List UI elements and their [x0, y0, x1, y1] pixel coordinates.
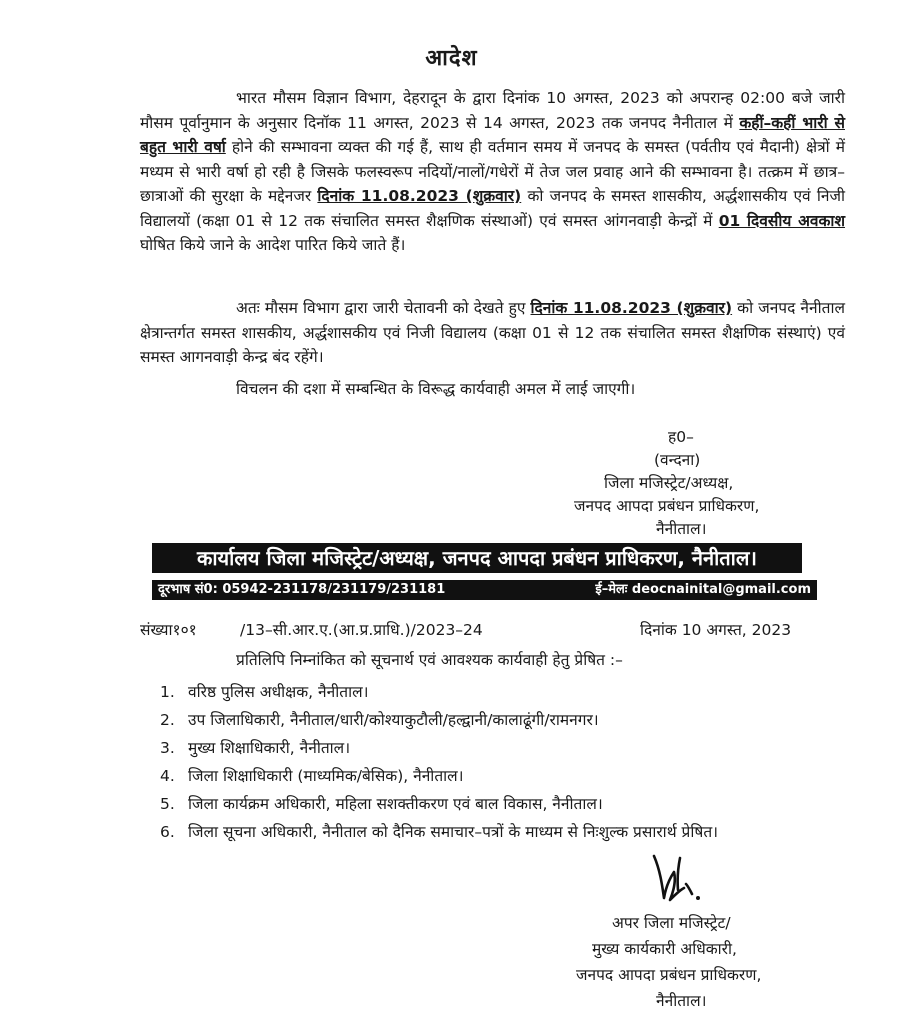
list-item-number: 1.	[160, 683, 175, 701]
list-item	[160, 820, 850, 845]
signatory-role: मुख्य कार्यकारी अधिकारी,	[592, 940, 737, 958]
signatory-authority: जनपद आपदा प्रबंधन प्राधिकरण,	[574, 497, 760, 515]
signatory-place: नैनीताल।	[656, 992, 707, 1010]
list-item-text: मुख्य शिक्षाधिकारी, नैनीताल।	[188, 739, 351, 757]
file-number: /13–सी.आर.ए.(आ.प्र.प्राधि.)/2023–24	[240, 621, 483, 639]
document-title: आदेश	[425, 46, 478, 71]
list-item	[160, 680, 850, 705]
list-item	[160, 764, 850, 789]
letter-date: दिनांक 10 अगस्त, 2023	[640, 621, 792, 639]
p2-text-2: को जनपद नैनीताल क्षेत्रान्तर्गत समस्त शासकीय, अर्द्धशासकीय एवं निजी विद्यालय (कक्षा 01 से 12 तक संचालित समस्त शैक्षणिक संस्थाएं) एवं समस्त आगनवाड़ी केन्द्र बंद रहेंगे।	[140, 299, 846, 366]
list-item-text: जिला कार्यक्रम अधिकारी, महिला सशक्तीकरण एवं बाल विकास, नैनीताल।	[188, 795, 603, 813]
list-item-text: उप जिलाधिकारी, नैनीताल/धारी/कोश्याकुटौली/हल्द्वानी/कालाढूंगी/रामनगर।	[188, 711, 599, 729]
p1-text-4: घोषित किये जाने के आदेश पारित किये जाते हैं।	[140, 236, 406, 254]
list-item-number: 3.	[160, 739, 175, 757]
letter-number: संख्या१०१	[140, 621, 197, 639]
signature-block-adm	[560, 910, 860, 1014]
list-item	[160, 736, 850, 761]
signature-block-dm	[560, 426, 860, 541]
order-paragraph-2	[140, 296, 845, 370]
list-item-text: जिला सूचना अधिकारी, नैनीताल को दैनिक समाचार–पत्रों के माध्यम से निःशुल्क प्रसारार्थ प्रेषित।	[188, 823, 719, 841]
handwritten-signature	[640, 850, 720, 910]
signatory-authority: जनपद आपदा प्रबंधन प्राधिकरण,	[576, 966, 762, 984]
list-item-text: जिला शिक्षाधिकारी (माध्यमिक/बेसिक), नैनीताल।	[188, 767, 464, 785]
list-item	[160, 792, 850, 817]
copy-to-heading: प्रतिलिपि निम्नांकित को सूचनार्थ एवं आवश्यक कार्यवाही हेतु प्रेषित :–	[236, 651, 623, 669]
p2-highlight-date: दिनांक 11.08.2023 (शुक्रवार)	[530, 299, 733, 317]
list-item-number: 2.	[160, 711, 175, 729]
signatory-place: नैनीताल।	[656, 520, 707, 538]
order-paragraph-3: विचलन की दशा में सम्बन्धित के विरूद्ध कार्यवाही अमल में लाई जाएगी।	[236, 380, 636, 398]
p1-highlight-rainfall: कहीं–कहीं भारी से बहुत भारी वर्षा	[140, 113, 845, 156]
p2-text-1: अतः मौसम विभाग द्वारा जारी चेतावनी को देखते हुए	[236, 299, 531, 317]
list-item-number: 4.	[160, 767, 175, 785]
p1-highlight-holiday: 01 दिवसीय अवकाश	[718, 211, 845, 230]
email-address: ई–मेलः deocnainital@gmail.com	[595, 582, 811, 597]
list-item-text: वरिष्ठ पुलिस अधीक्षक, नैनीताल।	[188, 683, 369, 701]
p1-text-1: भारत मौसम विज्ञान विभाग, देहरादून के द्वारा दिनांक 10 अगस्त, 2023 को अपरान्ह 02:00 बजे जारी मौसम पूर्वानुमान के अनुसार दिनॉक 11 अगस्त, 2023 से 14 अगस्त, 2023 तक जनपद नैनीताल में	[140, 89, 845, 132]
contact-strip	[152, 580, 817, 600]
p1-text-2: होने की सम्भावना व्यक्त की गई हैं, साथ ही वर्तमान समय में जनपद के समस्त (पर्वतीय एवं मैदानी) क्षेत्रों में मध्यम से भारी वर्षा हो रही है जिसके फलस्वरूप नदियों/नालों/गधेरों में तेज जल प्रवाह आने की सम्भावना है। तत्क्रम में छात्र–छात्राओं की सुरक्षा के मद्देनजर	[140, 138, 845, 205]
office-letterhead: कार्यालय जिला मजिस्ट्रेट/अध्यक्ष, जनपद आपदा प्रबंधन प्राधिकरण, नैनीताल।	[152, 543, 802, 573]
p1-highlight-date: दिनांक 11.08.2023 (शुक्रवार)	[317, 187, 522, 205]
signatory-designation: अपर जिला मजिस्ट्रेट/	[612, 914, 731, 932]
list-item-number: 6.	[160, 823, 175, 841]
recipient-list	[160, 680, 850, 848]
signatory-name: (वन्दना)	[654, 451, 701, 469]
list-item-number: 5.	[160, 795, 175, 813]
list-item	[160, 708, 850, 733]
order-paragraph-1	[140, 86, 845, 258]
signatory-designation: जिला मजिस्ट्रेट/अध्यक्ष,	[604, 474, 734, 492]
p1-text-3: को जनपद के समस्त शासकीय, अर्द्धशासकीय एवं निजी विद्यालयों (कक्षा 01 से 12 तक संचालित समस्त शैक्षणिक संस्थाओं) एवं समस्त आंगनवाड़ी केन्द्रों में	[140, 187, 845, 230]
phone-number: दूरभाष सं0: 05942-231178/231179/231181	[158, 582, 446, 597]
signed-mark: ह0–	[668, 428, 694, 446]
